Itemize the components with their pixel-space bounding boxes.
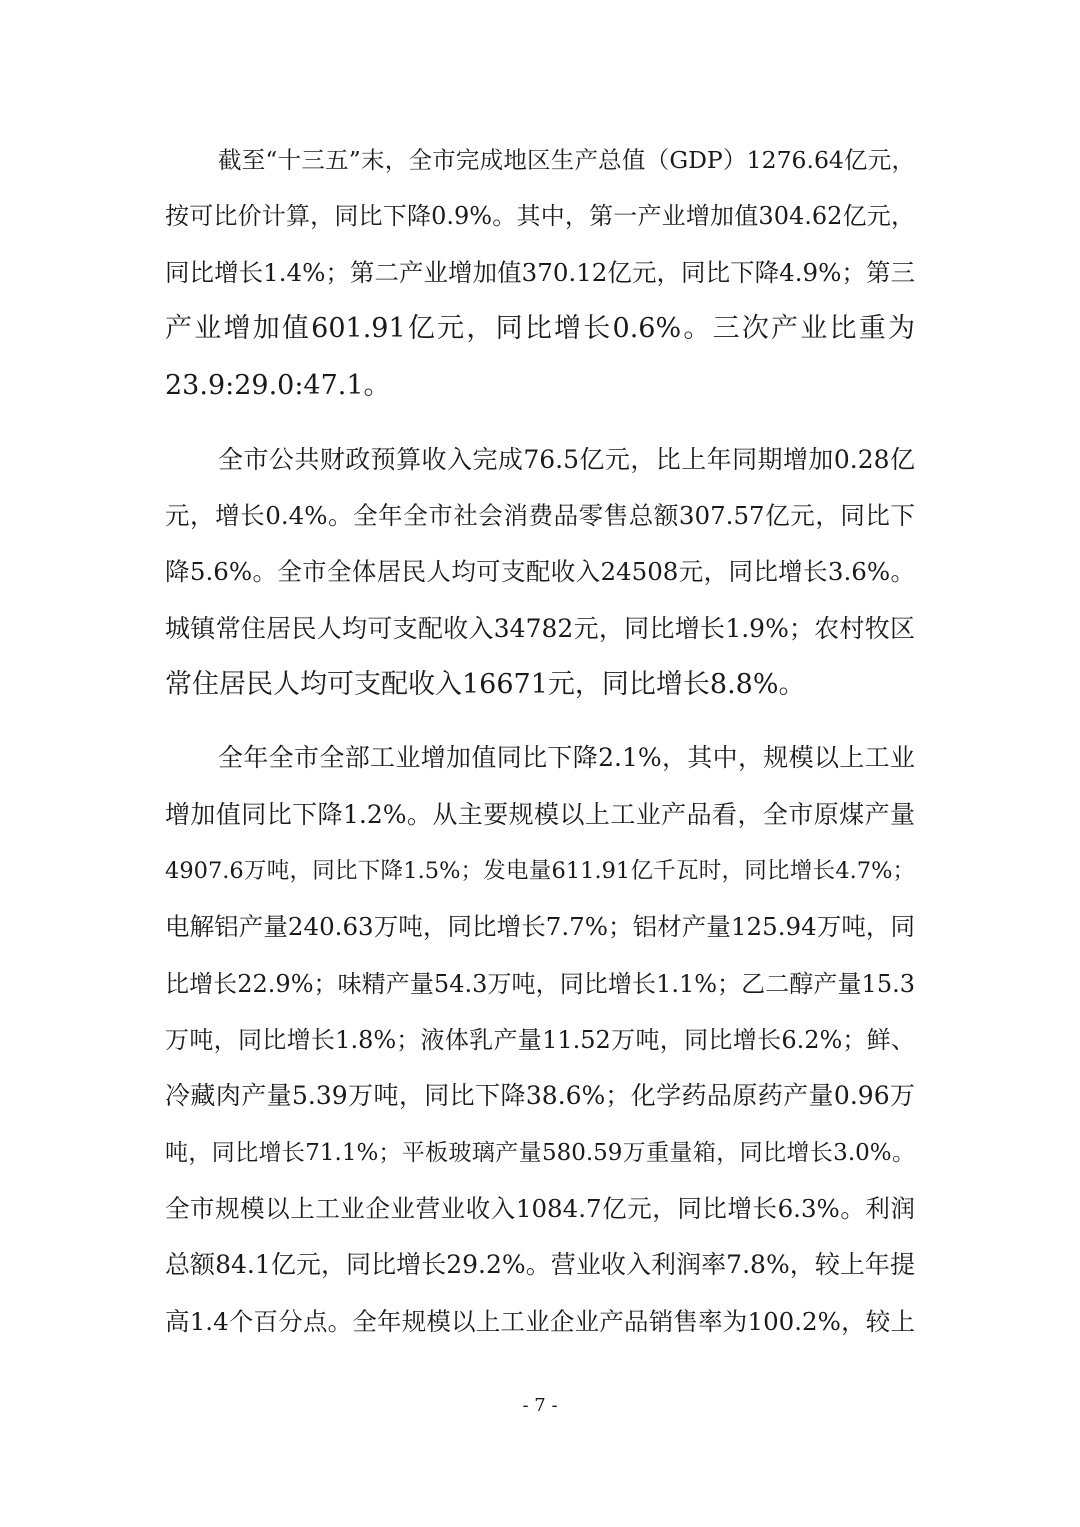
text-line: 元，增长0.4%。全年全市社会消费品零售总额307.57亿元，同比下 [165, 501, 915, 530]
text-line: 4907.6万吨，同比下降1.5%；发电量611.91亿千瓦时，同比增长4.7%； [165, 858, 915, 884]
text-line: 冷藏肉产量5.39万吨，同比下降38.6%；化学药品原药产量0.96万 [165, 1081, 915, 1110]
text-line: 常住居民人均可支配收入16671元，同比增长8.8%。 [165, 669, 806, 700]
text-line: 总额84.1亿元，同比增长29.2%。营业收入利润率7.8%，较上年提 [165, 1250, 915, 1279]
text-line: 吨，同比增长71.1%；平板玻璃产量580.59万重量箱，同比增长3.0%。 [165, 1140, 915, 1166]
text-line: 城镇常住居民人均可支配收入34782元，同比增长1.9%；农村牧区 [165, 614, 915, 643]
text-line: 产业增加值601.91亿元，同比增长0.6%。三次产业比重为 [165, 313, 915, 344]
text-line: 万吨，同比增长1.8%；液体乳产量11.52万吨，同比增长6.2%；鲜、 [165, 1026, 915, 1054]
text-line: 比增长22.9%；味精产量54.3万吨，同比增长1.1%；乙二醇产量15.3 [165, 970, 915, 998]
text-line: 全市规模以上工业企业营业收入1084.7亿元，同比增长6.3%。利润 [165, 1194, 915, 1223]
text-line: 高1.4个百分点。全年规模以上工业企业产品销售率为100.2%，较上 [165, 1307, 915, 1336]
text-line: 截至“十三五”末，全市完成地区生产总值（GDP）1276.64亿元， [218, 146, 915, 174]
text-line: 全年全市全部工业增加值同比下降2.1%，其中，规模以上工业 [218, 743, 915, 772]
text-line: 降5.6%。全市全体居民人均可支配收入24508元，同比增长3.6%。 [165, 557, 915, 586]
text-line: 电解铝产量240.63万吨，同比增长7.7%；铝材产量125.94万吨，同 [165, 912, 915, 941]
text-line: 按可比价计算，同比下降0.9%。其中，第一产业增加值304.62亿元， [165, 202, 915, 230]
text-line: 23.9:29.0:47.1。 [165, 370, 391, 401]
text-line: 增加值同比下降1.2%。从主要规模以上工业产品看，全市原煤产量 [165, 800, 915, 829]
text-line: 全市公共财政预算收入完成76.5亿元，比上年同期增加0.28亿 [218, 445, 915, 474]
page-number: - 7 - [522, 1395, 558, 1416]
text-line: 同比增长1.4%；第二产业增加值370.12亿元，同比下降4.9%；第三 [165, 258, 915, 287]
